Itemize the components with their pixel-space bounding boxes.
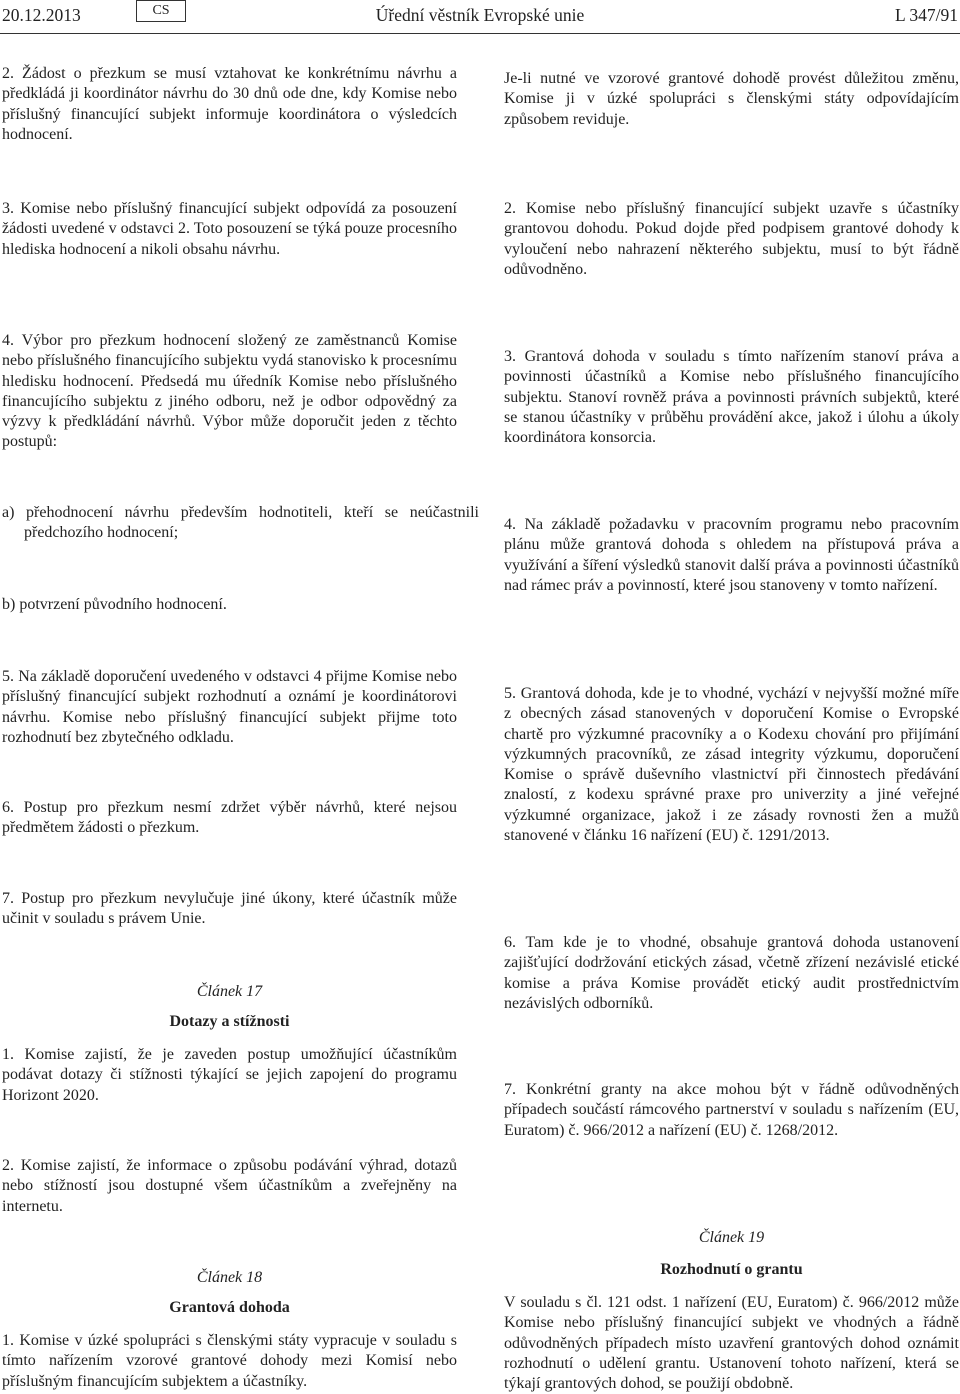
right-paragraph-2: 2. Komise nebo příslušný financující subjekt uzavře s účastníky grantovou dohodu. Pokud dojde před podpisem grantové dohody k vyloučení nebo nahrazení některého subjektu, musí to být řádně odůvodněno. [504, 200, 959, 278]
article-18-title: Článek 18 [196, 1269, 263, 1286]
option-a: a) přehodnocení návrhu především hodnotiteli, kteří se neúčastnili předchozího hodnocení; [2, 504, 479, 542]
journal-title: Úřední věstník Evropské unie [375, 5, 585, 25]
page-number: L 347/91 [894, 5, 958, 25]
page-header [0, 0, 960, 36]
right-paragraph-1: Je-li nutné ve vzorové grantové dohodě provést důležitou změnu, Komise ji v úzké spolupráci s členskými státy odpovídajícím způsobem reviduje. [504, 70, 959, 128]
article-17-paragraph-1: 1. Komise zajistí, že je zaveden postup umožňující účastníkům podávat dotazy či stížnosti týkající se jejich zapojení do programu Horizont 2020. [2, 1046, 457, 1104]
right-paragraph-3: 3. Grantová dohoda v souladu s tímto nařízením stanoví práva a povinnosti účastníků a Komise nebo příslušného financujícího subjektu. Stanoví rovněž práva a povinnosti právních subjektů, které se stanou účastníky v průběhu provádění akce, jakož i úlohu a úkoly koordinátora konsorcia. [504, 348, 959, 447]
header-rule [0, 33, 960, 34]
paragraph-7: 7. Postup pro přezkum nevylučuje jiné úkony, které účastník může učinit v souladu s právem Unie. [2, 890, 457, 928]
right-paragraph-7: 7. Konkrétní granty na akce mohou být v řádně odůvodněných případech součástí rámcového partnerství v souladu s nařízením (EU, Euratom) č. 966/2012 a nařízení (EU) č. 1268/2012. [504, 1081, 959, 1139]
article-17-heading: Dotazy a stížnosti [169, 1013, 290, 1030]
paragraph-6: 6. Postup pro přezkum nesmí zdržet výběr návrhů, které nejsou předmětem žádosti o přezkum. [2, 799, 457, 837]
option-b: b) potvrzení původního hodnocení. [2, 596, 227, 613]
paragraph-3: 3. Komise nebo příslušný financující subjekt odpovídá za posouzení žádosti uvedené v odstavci 2. Toto posouzení se týká pouze procesního hlediska hodnocení a nikoli obsahu návrhu. [2, 200, 457, 258]
paragraph-4: 4. Výbor pro přezkum hodnocení složený ze zaměstnanců Komise nebo příslušného financujícího subjektu vydá stanovisko k procesnímu hledisku hodnocení. Předsedá mu úředník Komise nebo příslušného financujícího subjektu z jiného odboru, než je odbor odpovědný za výzvy k předkládání návrhů. Výbor může doporučit jeden z těchto postupů: [2, 332, 457, 451]
article-19-title: Článek 19 [698, 1229, 765, 1246]
publication-date: 20.12.2013 [2, 5, 81, 25]
article-17-title: Článek 17 [196, 983, 263, 1000]
language-badge: CS [136, 0, 186, 22]
right-paragraph-6: 6. Tam kde je to vhodné, obsahuje grantová dohoda ustanovení zajišťující dodržování etických zásad, včetně zřízení nezávislé etické komise a práva Komise provádět etický audit prostřednictvím nezávislých odborníků. [504, 934, 959, 1012]
article-19-heading: Rozhodnutí o grantu [660, 1261, 803, 1278]
article-19-paragraph: V souladu s čl. 121 odst. 1 nařízení (EU, Euratom) č. 966/2012 může Komise nebo příslušný financující subjekt ve vhodných a řádně odůvodněných případech místo uzavření grantových dohod oznámit rozhodnutí o udělení grantu. Ustanovení tohoto nařízení, která se týkají grantových dohod, se použijí obdobně. [504, 1294, 959, 1393]
article-18-paragraph-1: 1. Komise v úzké spolupráci s členskými státy vypracuje v souladu s tímto nařízením vzorové grantové dohody mezi Komisí nebo příslušným financujícím subjektem a účastníky. [2, 1332, 457, 1390]
paragraph-5: 5. Na základě doporučení uvedeného v odstavci 4 přijme Komise nebo příslušný financující subjekt rozhodnutí a oznámí je koordinátorovi návrhu. Komise nebo příslušný financující subjekt přijme toto rozhodnutí bez zbytečného odkladu. [2, 668, 457, 746]
article-18-heading: Grantová dohoda [169, 1299, 290, 1316]
paragraph-2: 2. Žádost o přezkum se musí vztahovat ke konkrétnímu návrhu a předkládá ji koordinátor návrhu do 30 dnů ode dne, kdy Komise nebo příslušný financující subjekt informuje koordinátora o výsledcích hodnocení. [2, 65, 457, 143]
right-paragraph-5: 5. Grantová dohoda, kde je to vhodné, vychází v nejvyšší možné míře z obecných zásad stanovených v doporučení Komise o Evropské chartě pro výzkumné pracovníky a o Kodexu chování pro přijímání výzkumných pracovníků, ze zásad integrity výzkumu, doporučení Komise o správě duševního vlastnictví při činnostech předávání znalostí, z kodexu správné praxe pro univerzity a jiné veřejné výzkumné organizace, jakož i ze zásady rovnosti žen a mužů stanovené v článku 16 nařízení (EU) č. 1291/2013. [504, 685, 959, 845]
article-17-paragraph-2: 2. Komise zajistí, že informace o způsobu podávání výhrad, dotazů nebo stížností jsou dostupné všem účastníkům a zveřejněny na internetu. [2, 1157, 457, 1215]
right-paragraph-4: 4. Na základě požadavku v pracovním programu nebo pracovním plánu může grantová dohoda s ohledem na přístupová práva a využívání a šíření výsledků stanovit další práva a povinnosti účastníků nad rámec práv a povinností, které jsou stanoveny v tomto nařízení. [504, 516, 959, 594]
